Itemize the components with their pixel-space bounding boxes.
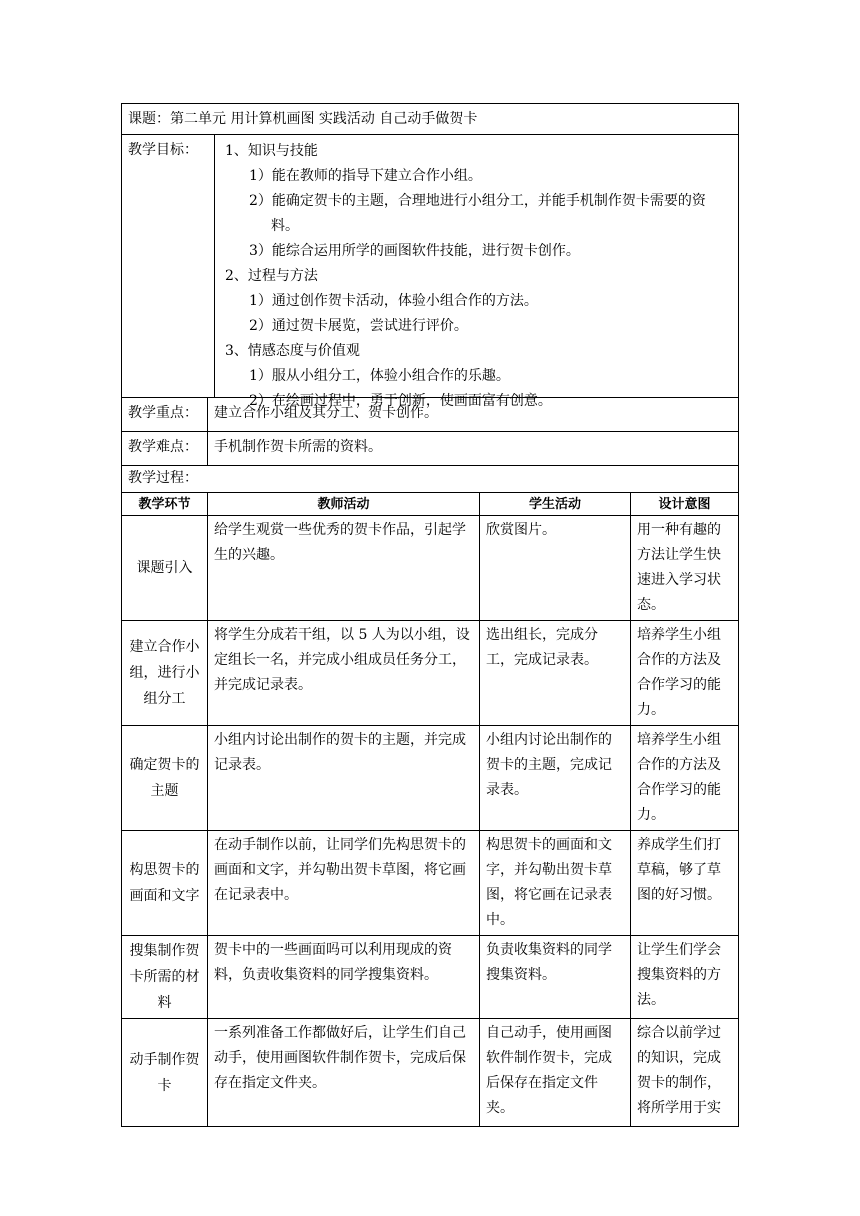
student-activity: 负责收集资料的同学搜集资料。 bbox=[480, 936, 631, 1019]
teacher-activity: 贺卡中的一些画面吗可以利用现成的资料，负责收集资料的同学搜集资料。 bbox=[208, 936, 480, 1019]
student-activity: 选出组长，完成分工，完成记录表。 bbox=[480, 621, 631, 726]
goal-line: 2）通过贺卡展览，尝试进行评价。 bbox=[249, 318, 468, 334]
teacher-activity: 一系列准备工作都做好后，让学生们自己动手，使用画图软件制作贺卡，完成后保存在指定文件夹。 bbox=[208, 1019, 480, 1127]
process-row bbox=[122, 621, 739, 726]
goal-line: 2）在绘画过程中，勇于创新，使画面富有创意。 bbox=[249, 393, 552, 409]
process-row bbox=[122, 936, 739, 1019]
design-intent: 培养学生小组合作的方法及合作学习的能力。 bbox=[631, 726, 739, 831]
goal-line: 1、知识与技能 bbox=[225, 143, 318, 159]
process-row bbox=[122, 726, 739, 831]
stage-cell: 搜集制作贺卡所需的材料 bbox=[122, 936, 208, 1019]
teacher-activity: 给学生观赏一些优秀的贺卡作品，引起学生的兴趣。 bbox=[208, 516, 480, 621]
difficulties-label: 教学难点： bbox=[122, 432, 208, 466]
teacher-activity: 将学生分成若干组，以 5 人为以小组，设定组长一名，并完成小组成员任务分工，并完成记录表。 bbox=[208, 621, 480, 726]
design-intent: 培养学生小组合作的方法及合作学习的能力。 bbox=[631, 621, 739, 726]
topic-title: 课题：第二单元 用计算机画图 实践活动 自己动手做贺卡 bbox=[122, 104, 739, 135]
header-intent: 设计意图 bbox=[631, 493, 739, 516]
design-intent: 养成学生们打草稿，够了草图的好习惯。 bbox=[631, 831, 739, 936]
teacher-activity: 小组内讨论出制作的贺卡的主题，并完成记录表。 bbox=[208, 726, 480, 831]
design-intent: 让学生们学会搜集资料的方法。 bbox=[631, 936, 739, 1019]
difficulties: 手机制作贺卡所需的资料。 bbox=[208, 432, 739, 466]
goal-line: 1）服从小组分工，体验小组合作的乐趣。 bbox=[249, 368, 510, 384]
teaching-goals bbox=[215, 135, 738, 409]
process-row bbox=[122, 516, 739, 621]
student-activity: 欣赏图片。 bbox=[480, 516, 631, 621]
process-header-row bbox=[122, 493, 739, 516]
teacher-activity: 在动手制作以前，让同学们先构思贺卡的画面和文字，并勾勒出贺卡草图，将它画在记录表中。 bbox=[208, 831, 480, 936]
goal-line: 2、过程与方法 bbox=[225, 268, 318, 284]
key-points: 建立合作小组及其分工、贺卡创作。 bbox=[208, 398, 739, 432]
student-activity: 自己动手，使用画图软件制作贺卡，完成后保存在指定文件夹。 bbox=[480, 1019, 631, 1127]
process-row bbox=[122, 1019, 739, 1127]
stage-cell: 建立合作小组，进行小组分工 bbox=[122, 621, 208, 726]
process-row bbox=[122, 831, 739, 936]
design-intent: 综合以前学过的知识，完成贺卡的制作，将所学用于实 bbox=[631, 1019, 739, 1127]
goal-line: 3）能综合运用所学的画图软件技能，进行贺卡创作。 bbox=[249, 243, 580, 259]
process-label: 教学过程： bbox=[122, 466, 739, 493]
goals-label: 教学目标： bbox=[122, 135, 215, 397]
goal-line: 料。 bbox=[271, 218, 299, 234]
stage-cell: 课题引入 bbox=[122, 516, 208, 621]
student-activity: 小组内讨论出制作的贺卡的主题，完成记录表。 bbox=[480, 726, 631, 831]
goal-line: 1）能在教师的指导下建立合作小组。 bbox=[249, 168, 482, 184]
stage-cell: 构思贺卡的画面和文字 bbox=[122, 831, 208, 936]
key-points-label: 教学重点： bbox=[122, 398, 208, 432]
goal-line: 1）通过创作贺卡活动，体验小组合作的方法。 bbox=[249, 293, 538, 309]
stage-cell: 确定贺卡的主题 bbox=[122, 726, 208, 831]
student-activity: 构思贺卡的画面和文字，并勾勒出贺卡草图，将它画在记录表中。 bbox=[480, 831, 631, 936]
goal-line: 3、情感态度与价值观 bbox=[225, 343, 360, 359]
header-stage: 教学环节 bbox=[122, 493, 208, 516]
lesson-plan-table bbox=[121, 103, 738, 1116]
header-teacher: 教师活动 bbox=[208, 493, 480, 516]
stage-cell: 动手制作贺卡 bbox=[122, 1019, 208, 1127]
header-student: 学生活动 bbox=[480, 493, 631, 516]
design-intent: 用一种有趣的方法让学生快速进入学习状态。 bbox=[631, 516, 739, 621]
goal-line: 2）能确定贺卡的主题，合理地进行小组分工，并能手机制作贺卡需要的资 bbox=[249, 193, 706, 209]
